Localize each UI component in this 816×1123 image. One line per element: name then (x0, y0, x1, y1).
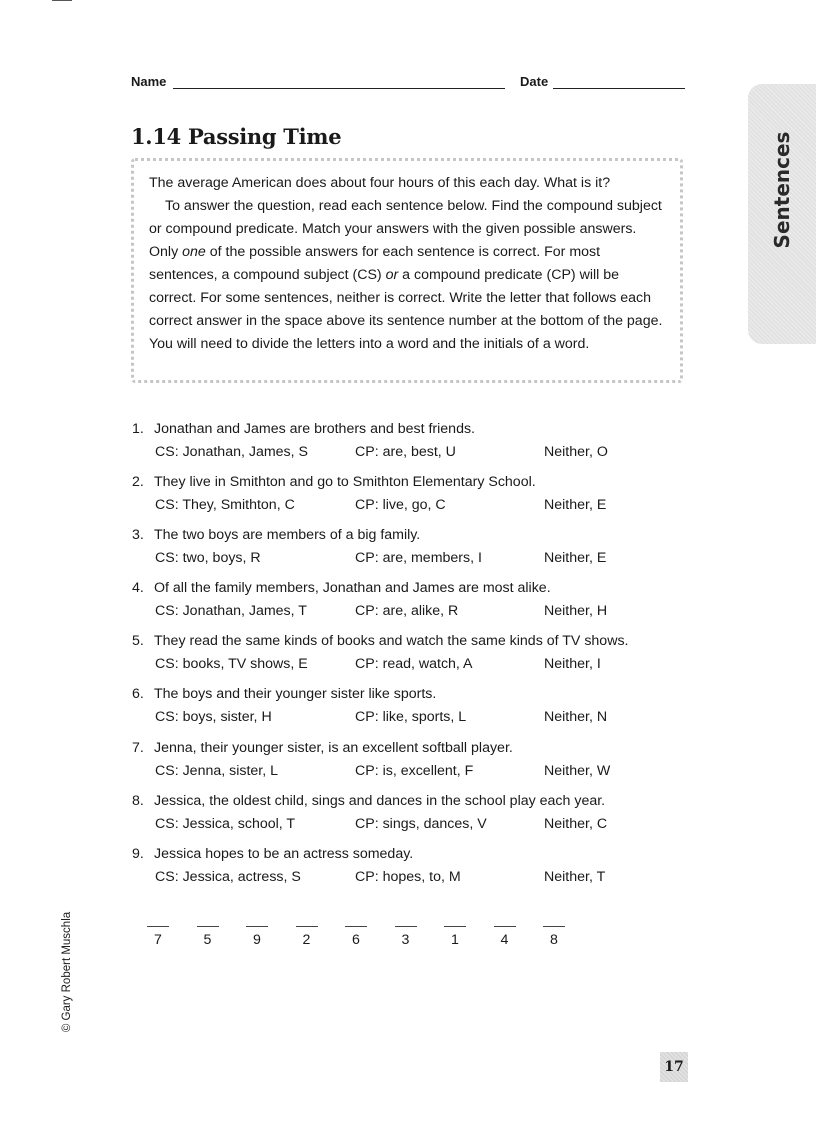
instructions-question: The average American does about four hours of this each day. What is it? (149, 175, 611, 191)
option-compound-subject: CS: Jonathan, James, S (155, 444, 308, 460)
answer-blank-line[interactable] (543, 926, 565, 927)
section-tab-label: Sentences (770, 131, 794, 249)
instructions-text (149, 172, 669, 356)
answer-slot[interactable] (196, 926, 220, 948)
question-number: 7. (132, 739, 144, 756)
emphasis-or: or (385, 267, 399, 283)
page-title: 1.14 Passing Time (131, 124, 342, 149)
answer-number: 6 (352, 932, 360, 948)
answer-number: 1 (451, 932, 459, 948)
answer-slot[interactable] (344, 926, 368, 948)
answer-slot[interactable] (245, 926, 269, 948)
question-item (132, 686, 692, 739)
option-neither: Neither, E (544, 550, 607, 567)
answer-blank-line[interactable] (395, 926, 417, 927)
option-compound-subject: CS: Jessica, school, T (155, 815, 296, 832)
option-neither: Neither, W (544, 762, 611, 779)
question-sentence: They read the same kinds of books and watch the same kinds of TV shows. (154, 633, 629, 650)
date-field-line[interactable] (553, 88, 685, 89)
answer-blank-line[interactable] (296, 926, 318, 927)
question-number: 1. (132, 421, 144, 437)
option-compound-subject: CS: books, TV shows, E (155, 656, 308, 673)
option-compound-subject: CS: two, boys, R (155, 550, 261, 567)
section-tab (748, 84, 816, 344)
answer-number: 7 (154, 932, 162, 948)
option-compound-subject: CS: They, Smithton, C (155, 497, 295, 514)
question-item (132, 527, 692, 580)
question-sentence: Jessica, the oldest child, sings and dances in the school play each year. (154, 792, 606, 809)
option-compound-predicate: CP: are, best, U (355, 444, 456, 460)
question-number: 5. (132, 633, 144, 650)
question-number: 4. (132, 580, 144, 597)
question-number: 2. (132, 474, 144, 491)
question-item (132, 421, 692, 474)
answer-blank-line[interactable] (345, 926, 367, 927)
answer-number: 2 (302, 932, 311, 948)
answer-slot[interactable] (493, 926, 517, 948)
answer-number: 3 (401, 932, 410, 948)
header-row (131, 74, 685, 94)
option-neither: Neither, I (544, 656, 601, 673)
option-compound-predicate: CP: read, watch, A (355, 656, 473, 673)
question-list (132, 421, 692, 899)
question-sentence: The boys and their younger sister like sports. (154, 686, 437, 703)
option-compound-predicate: CP: is, excellent, F (355, 762, 474, 779)
date-label: Date (520, 74, 549, 89)
answer-slot[interactable] (146, 926, 170, 948)
answer-number: 8 (550, 932, 558, 948)
option-compound-subject: CS: Jenna, sister, L (155, 762, 279, 779)
answer-blank-line[interactable] (444, 926, 466, 927)
instructions-body: To answer the question, read each sentence below. Find the compound subject or compound predicate. Match your answers with the given possible answers. Only one of the possible answers for each sentence is correct. For most sentences, a compound subject (CS) or a compound predicate (CP) will be correct. For some sentences, neither is correct. Write the letter that follows each correct answer in the space above its sentence number at the bottom of the page. You will need to divide the letters into a word and the initials of a word. (149, 198, 663, 352)
option-compound-predicate: CP: are, members, I (355, 550, 482, 567)
option-compound-predicate: CP: live, go, C (355, 497, 446, 514)
question-item (132, 633, 692, 686)
name-label: Name (131, 74, 167, 89)
question-item (132, 474, 692, 527)
page-number: 17 (660, 1052, 688, 1082)
question-number: 9. (132, 845, 144, 862)
option-compound-predicate: CP: like, sports, L (355, 709, 467, 726)
option-neither: Neither, O (544, 444, 608, 460)
question-sentence: Jessica hopes to be an actress someday. (154, 845, 414, 862)
question-item (132, 846, 692, 899)
answer-slot[interactable] (295, 926, 319, 948)
option-compound-predicate: CP: sings, dances, V (355, 815, 487, 832)
answer-slot[interactable] (394, 926, 418, 948)
question-sentence: Jonathan and James are brothers and best friends. (154, 421, 475, 437)
option-compound-subject: CS: Jessica, actress, S (155, 868, 301, 885)
option-neither: Neither, E (544, 497, 607, 514)
question-item (132, 580, 692, 633)
question-sentence: Of all the family members, Jonathan and James are most alike. (154, 580, 551, 597)
copyright-notice: © Gary Robert Muschla (61, 911, 73, 1033)
question-number: 6. (132, 686, 144, 703)
answer-blank-line[interactable] (494, 926, 516, 927)
answer-blank-line[interactable] (246, 926, 268, 927)
question-sentence: They live in Smithton and go to Smithton Elementary School. (154, 474, 536, 491)
answer-number: 9 (253, 932, 261, 948)
option-neither: Neither, C (544, 815, 608, 832)
option-neither: Neither, H (544, 603, 608, 620)
question-sentence: The two boys are members of a big family. (154, 527, 421, 544)
answer-number: 4 (500, 932, 509, 948)
answer-slot[interactable] (443, 926, 467, 948)
question-number: 8. (132, 792, 144, 809)
question-sentence: Jenna, their younger sister, is an excellent softball player. (154, 739, 513, 756)
answer-slot[interactable] (542, 926, 566, 948)
name-field-line[interactable] (173, 88, 505, 89)
crop-mark (52, 0, 72, 1)
option-neither: Neither, T (544, 868, 606, 885)
option-compound-predicate: CP: are, alike, R (355, 603, 459, 620)
answer-number: 5 (203, 932, 212, 948)
answer-blank-line[interactable] (147, 926, 169, 927)
option-neither: Neither, N (544, 709, 608, 726)
option-compound-subject: CS: boys, sister, H (155, 709, 272, 726)
option-compound-predicate: CP: hopes, to, M (355, 868, 461, 885)
emphasis-one: one (182, 244, 206, 260)
answer-blank-line[interactable] (197, 926, 219, 927)
question-item (132, 793, 692, 846)
option-compound-subject: CS: Jonathan, James, T (155, 603, 307, 620)
question-number: 3. (132, 527, 144, 544)
question-item (132, 740, 692, 793)
